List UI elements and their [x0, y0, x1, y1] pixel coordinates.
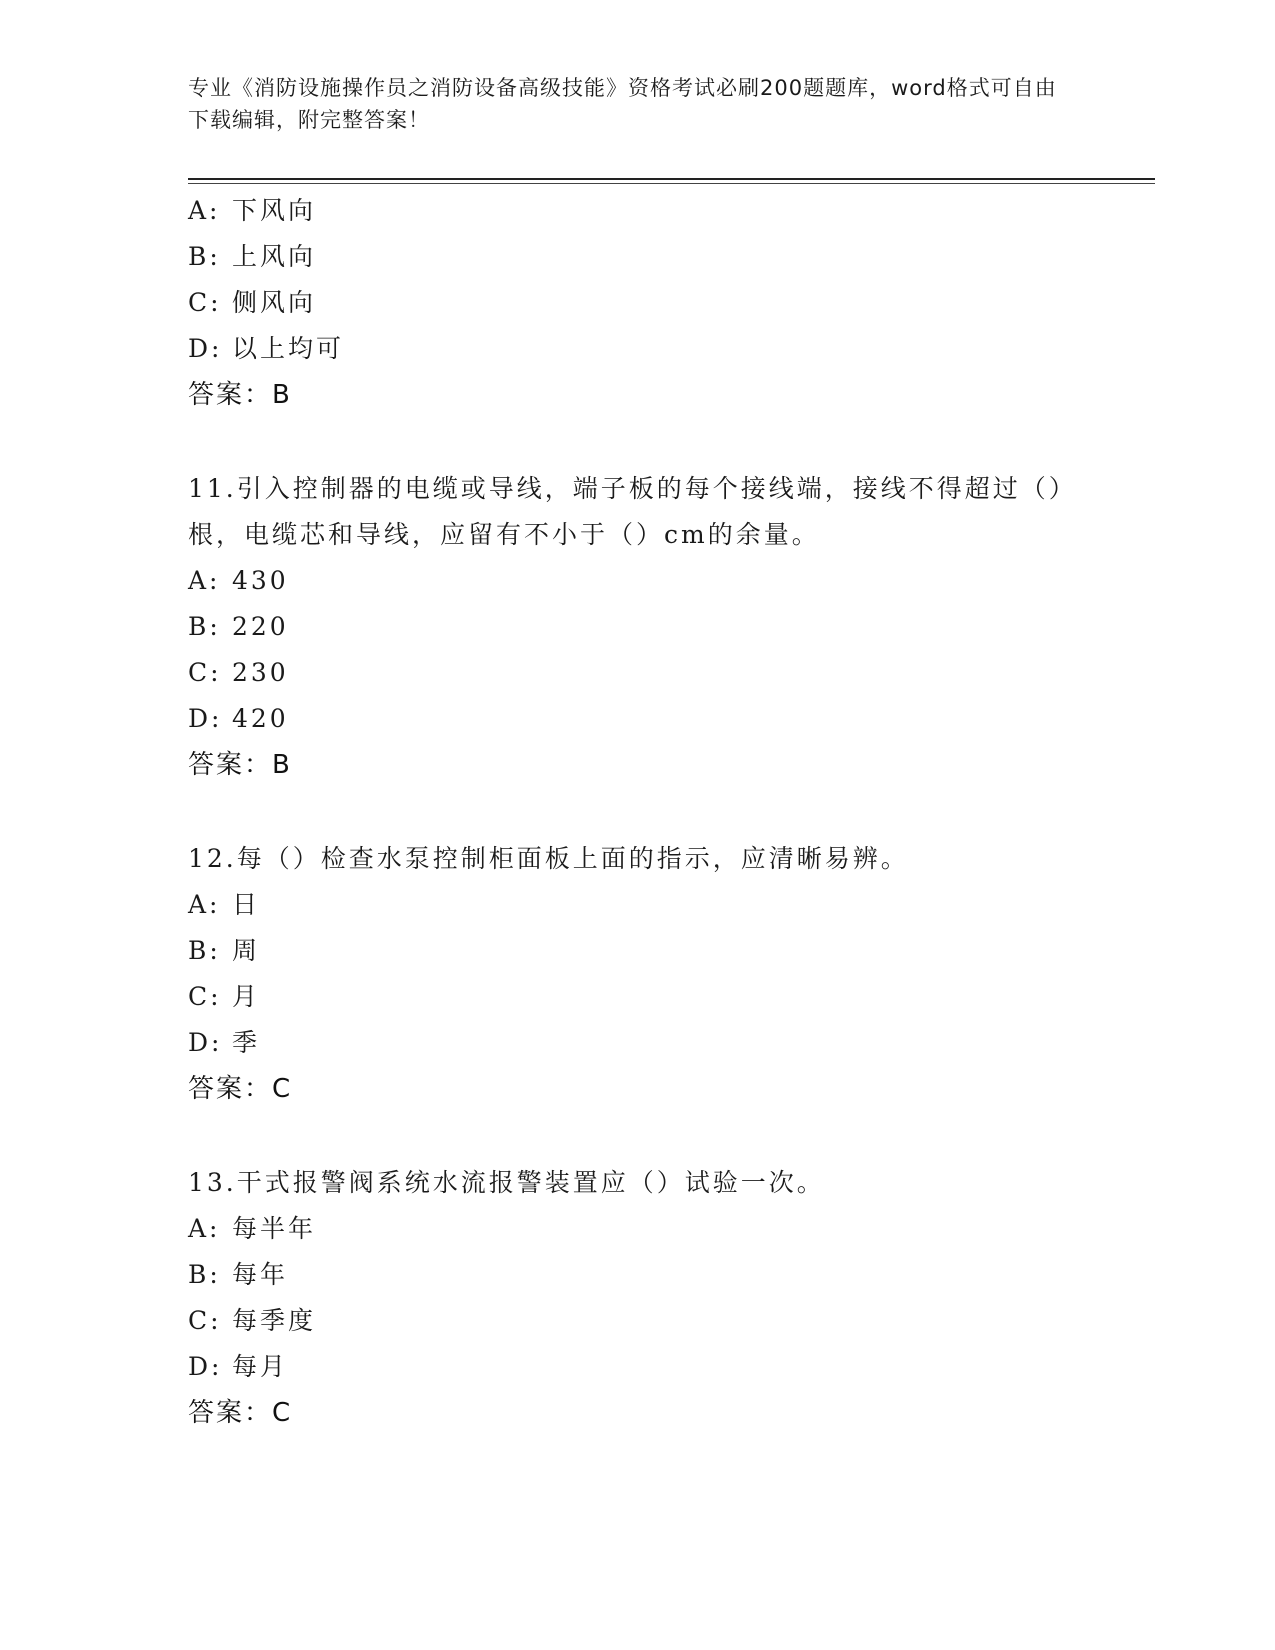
header-divider-thick	[188, 178, 1155, 180]
option-c	[188, 974, 1088, 1020]
option-letter: B:	[188, 1260, 221, 1289]
option-text: 日	[232, 890, 261, 919]
option-letter: A:	[188, 566, 221, 595]
question-13	[188, 1160, 1088, 1436]
option-text: 每月	[232, 1352, 289, 1381]
option-letter: D:	[188, 704, 223, 733]
answer-line: 答案：B	[188, 750, 292, 780]
option-b	[188, 234, 1088, 280]
option-letter: C:	[188, 658, 222, 687]
option-d	[188, 326, 1088, 372]
question-text: 12.每（）检查水泵控制柜面板上面的指示，应清晰易辨。	[188, 844, 909, 873]
option-text: 上风向	[232, 242, 317, 271]
answer-line: 答案：B	[188, 380, 292, 410]
question-text: 11.引入控制器的电缆或导线，端子板的每个接线端，接线不得超过（）根，电缆芯和导线，应留有不小于（）cm的余量。	[188, 474, 1065, 549]
option-c	[188, 650, 1088, 696]
option-text: 每半年	[232, 1214, 317, 1243]
option-letter: D:	[188, 334, 223, 363]
option-a	[188, 882, 1088, 928]
option-letter: A:	[188, 890, 221, 919]
option-text: 季	[232, 1028, 261, 1057]
option-letter: B:	[188, 612, 221, 641]
option-text: 下风向	[232, 196, 317, 225]
option-a	[188, 1206, 1088, 1252]
question-text: 13.干式报警阀系统水流报警装置应（）试验一次。	[188, 1168, 825, 1197]
question-10-continued	[188, 188, 1088, 418]
option-text: 每年	[232, 1260, 289, 1289]
question-content	[188, 188, 1088, 1436]
option-letter: B:	[188, 936, 221, 965]
option-text: 以上均可	[232, 334, 345, 363]
option-b	[188, 1252, 1088, 1298]
option-d	[188, 696, 1088, 742]
option-letter: B:	[188, 242, 221, 271]
document-header: 专业《消防设施操作员之消防设备高级技能》资格考试必刷200题题库，word格式可自由下载编辑，附完整答案！	[188, 76, 1057, 132]
option-a	[188, 188, 1088, 234]
option-b	[188, 604, 1088, 650]
option-letter: C:	[188, 982, 222, 1011]
option-text: 侧风向	[232, 288, 317, 317]
option-text: 每季度	[232, 1306, 317, 1335]
question-12	[188, 836, 1088, 1112]
option-letter: C:	[188, 288, 222, 317]
option-b	[188, 928, 1088, 974]
option-text: 220	[232, 612, 289, 641]
answer-line: 答案：C	[188, 1398, 293, 1428]
option-c	[188, 1298, 1088, 1344]
option-letter: A:	[188, 196, 221, 225]
answer-line: 答案：C	[188, 1074, 293, 1104]
option-letter: A:	[188, 1214, 221, 1243]
option-d	[188, 1344, 1088, 1390]
question-11	[188, 466, 1088, 788]
option-letter: C:	[188, 1306, 222, 1335]
option-text: 月	[232, 982, 261, 1011]
header-divider-thin	[188, 183, 1155, 184]
option-text: 周	[232, 936, 261, 965]
option-d	[188, 1020, 1088, 1066]
option-text: 230	[232, 658, 289, 687]
option-c	[188, 280, 1088, 326]
option-letter: D:	[188, 1352, 223, 1381]
option-letter: D:	[188, 1028, 223, 1057]
option-text: 420	[232, 704, 289, 733]
option-text: 430	[232, 566, 289, 595]
option-a	[188, 558, 1088, 604]
